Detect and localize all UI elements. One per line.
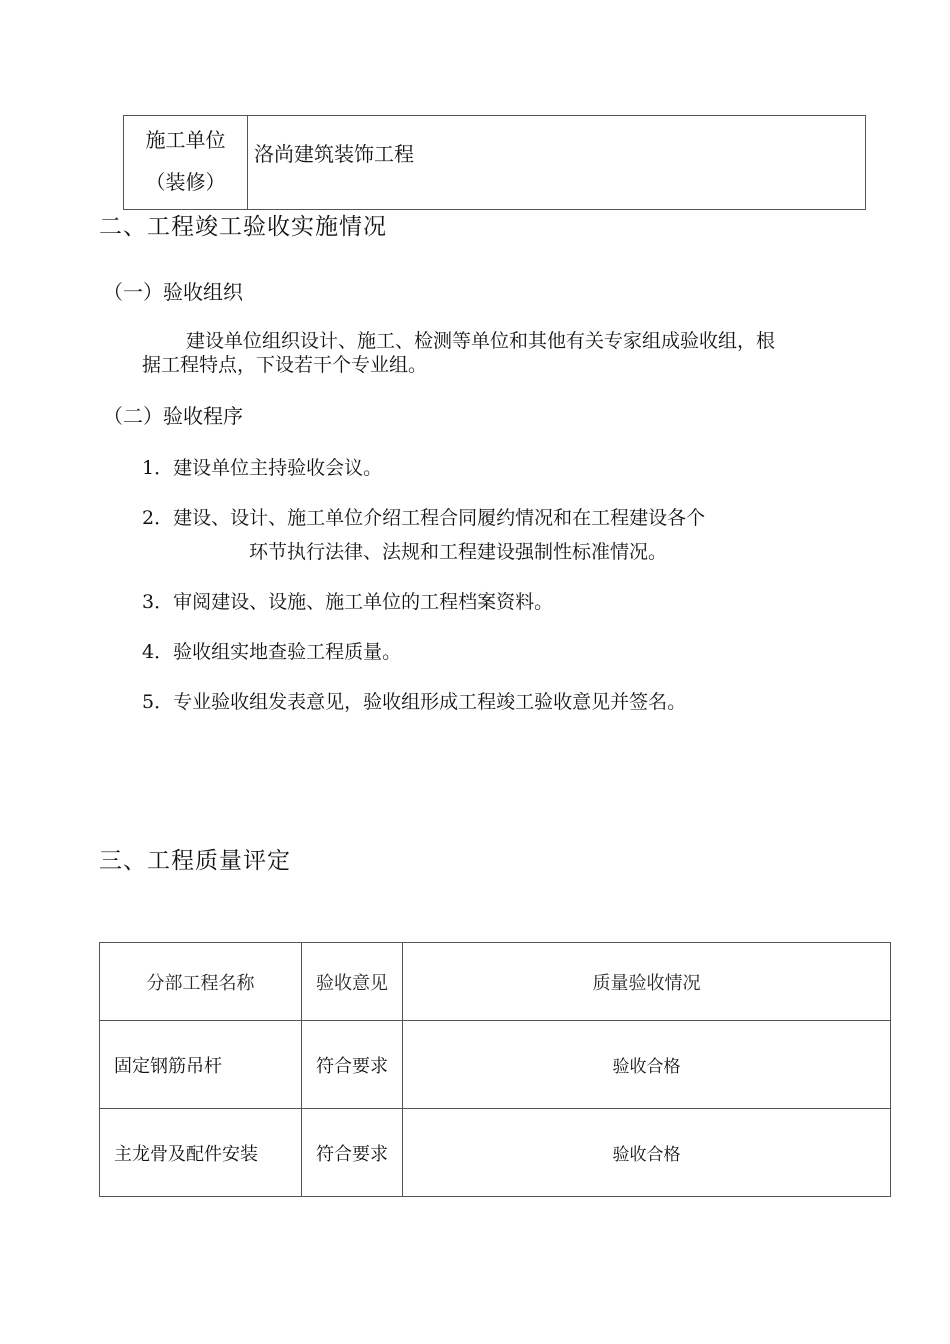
table-header-row — [100, 943, 891, 1021]
quality-table — [99, 942, 891, 1197]
construction-unit-label: 施工单位 — [145, 128, 226, 152]
step-3: 3．审阅建设、设施、施工单位的工程档案资料。 — [142, 591, 554, 613]
header-quality: 质量验收情况 — [403, 943, 891, 1021]
construction-unit-label-note: （装修） — [145, 170, 226, 194]
para1-line1: 建设单位组织设计、施工、检测等单位和其他有关专家组成验收组，根 — [186, 330, 776, 352]
section3-heading: 三、工程质量评定 — [99, 848, 291, 874]
step-2-continued: 环节执行法律、法规和工程建设强制性标准情况。 — [249, 541, 668, 563]
table-row — [100, 1021, 891, 1109]
cell-subproject: 固定钢筋吊杆 — [100, 1021, 302, 1109]
cell-quality: 验收合格 — [403, 1021, 891, 1109]
construction-unit-value: 洛尚建筑装饰工程 — [248, 116, 866, 210]
section2-sub2-heading: （二）验收程序 — [103, 404, 243, 428]
section2-sub1-heading: （一）验收组织 — [103, 280, 243, 304]
section2-heading: 二、工程竣工验收实施情况 — [99, 214, 387, 240]
step-5: 5．专业验收组发表意见，验收组形成工程竣工验收意见并签名。 — [142, 691, 687, 713]
cell-opinion: 符合要求 — [302, 1109, 403, 1197]
table-row — [100, 1109, 891, 1197]
para1-line2: 据工程特点，下设若干个专业组。 — [142, 354, 428, 376]
header-opinion: 验收意见 — [302, 943, 403, 1021]
cell-opinion: 符合要求 — [302, 1021, 403, 1109]
construction-unit-label-cell — [124, 116, 248, 210]
cell-subproject: 主龙骨及配件安装 — [100, 1109, 302, 1197]
step-2: 2．建设、设计、施工单位介绍工程合同履约情况和在工程建设各个 — [142, 507, 706, 529]
step-4: 4．验收组实地查验工程质量。 — [142, 641, 402, 663]
cell-quality: 验收合格 — [403, 1109, 891, 1197]
construction-unit-table — [123, 115, 866, 210]
header-subproject: 分部工程名称 — [100, 943, 302, 1021]
step-1: 1．建设单位主持验收会议。 — [142, 457, 383, 479]
